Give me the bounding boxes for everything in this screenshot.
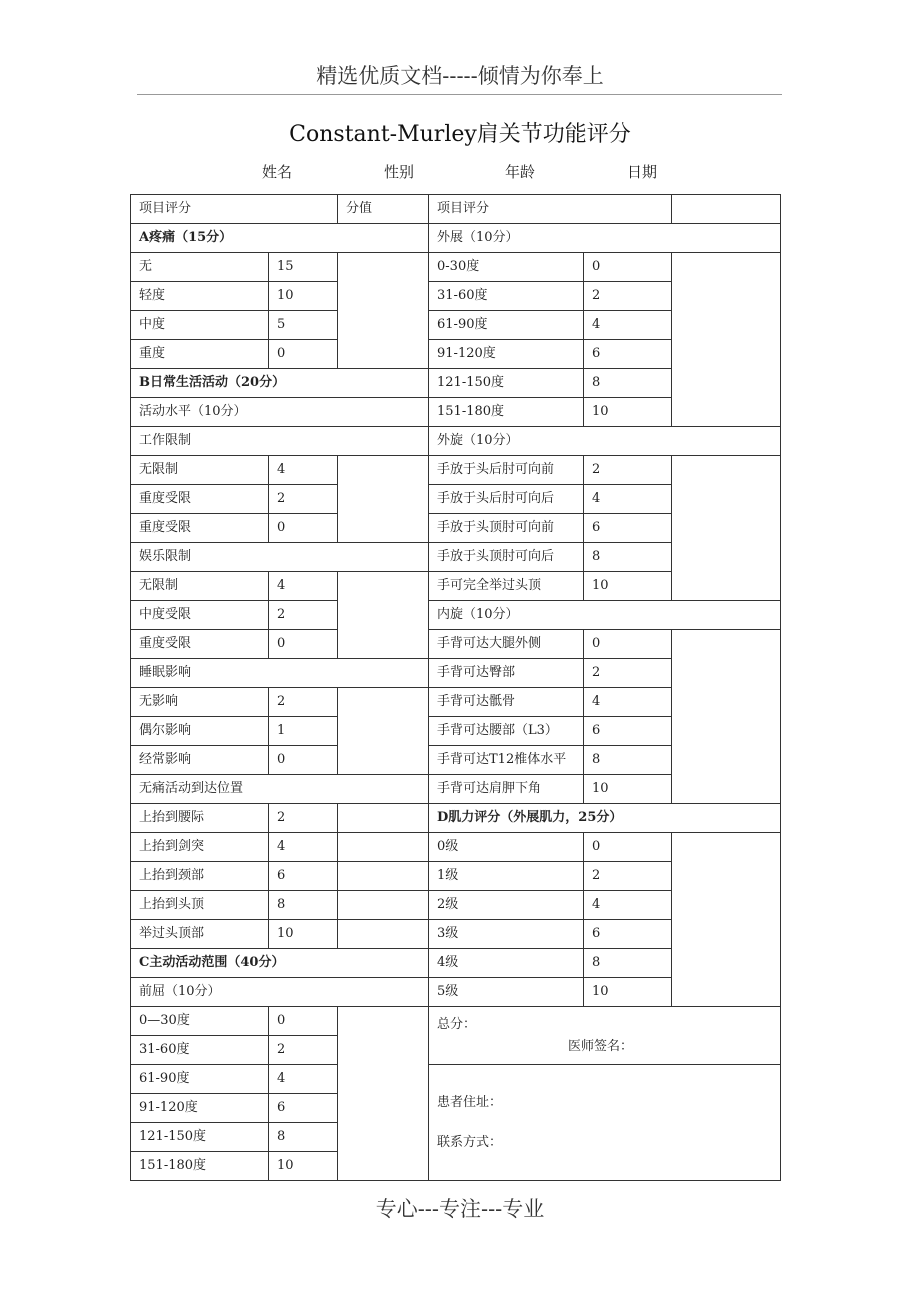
row-value: 8 (584, 369, 672, 398)
row-label: 2级 (429, 891, 584, 920)
row-value: 4 (269, 572, 338, 601)
section-title-abduction: 外展（10分） (429, 224, 781, 253)
sex-label: 性别 (384, 163, 415, 181)
row-label: 举过头顶部 (131, 920, 269, 949)
score-cell[interactable] (338, 862, 429, 891)
score-cell[interactable] (672, 456, 781, 601)
row-label: 手可完全举过头顶 (429, 572, 584, 601)
row-value: 0 (269, 746, 338, 775)
table-row (131, 804, 781, 833)
row-label: 手背可达肩胛下角 (429, 775, 584, 804)
row-label: 中度受限 (131, 601, 269, 630)
row-label: 手放于头后肘可向前 (429, 456, 584, 485)
row-value: 5 (269, 311, 338, 340)
row-value: 4 (584, 311, 672, 340)
score-cell[interactable] (338, 920, 429, 949)
row-value: 15 (269, 253, 338, 282)
section-title-external-rotation: 外旋（10分） (429, 427, 781, 456)
row-value: 6 (584, 514, 672, 543)
subsection-sleep: 睡眠影响 (131, 659, 429, 688)
table-row (131, 427, 781, 456)
row-label: 重度受限 (131, 514, 269, 543)
section-title-pain: A疼痛（15分） (131, 224, 429, 253)
age-label: 年龄 (505, 163, 536, 181)
row-value: 2 (269, 1036, 338, 1065)
date-label: 日期 (627, 163, 658, 181)
row-label: 手放于头顶肘可向后 (429, 543, 584, 572)
row-value: 10 (584, 978, 672, 1007)
table-row (131, 224, 781, 253)
row-value: 1 (269, 717, 338, 746)
row-value: 8 (584, 543, 672, 572)
row-value: 2 (269, 688, 338, 717)
row-value: 6 (584, 920, 672, 949)
row-label: 手背可达大腿外侧 (429, 630, 584, 659)
patient-info-cell[interactable] (429, 1065, 781, 1181)
table-row (131, 833, 781, 862)
scoring-table (130, 194, 781, 1181)
row-value: 4 (584, 485, 672, 514)
page-header: 精选优质文档-----倾情为你奉上 (316, 64, 604, 88)
row-label: 31-60度 (429, 282, 584, 311)
row-value: 6 (269, 862, 338, 891)
score-cell[interactable] (338, 572, 429, 659)
row-value: 6 (584, 340, 672, 369)
row-value: 4 (269, 833, 338, 862)
row-value: 10 (584, 398, 672, 427)
score-cell[interactable] (338, 891, 429, 920)
row-label: 无 (131, 253, 269, 282)
score-cell[interactable] (338, 253, 429, 369)
row-label: 无限制 (131, 456, 269, 485)
row-value: 8 (584, 746, 672, 775)
row-label: 121-150度 (131, 1123, 269, 1152)
score-cell[interactable] (672, 833, 781, 1007)
row-value: 0 (269, 340, 338, 369)
row-value: 4 (269, 1065, 338, 1094)
row-value: 2 (269, 601, 338, 630)
row-value: 2 (269, 804, 338, 833)
subsection-leisure: 娱乐限制 (131, 543, 429, 572)
row-value: 4 (269, 456, 338, 485)
row-label: 0—30度 (131, 1007, 269, 1036)
row-label: 上抬到剑突 (131, 833, 269, 862)
row-label: 121-150度 (429, 369, 584, 398)
row-value: 0 (269, 1007, 338, 1036)
row-label: 手放于头顶肘可向前 (429, 514, 584, 543)
row-label: 151-180度 (429, 398, 584, 427)
row-label: 31-60度 (131, 1036, 269, 1065)
row-label: 手放于头后肘可向后 (429, 485, 584, 514)
row-label: 0-30度 (429, 253, 584, 282)
row-value: 6 (584, 717, 672, 746)
row-label: 61-90度 (429, 311, 584, 340)
row-value: 2 (584, 862, 672, 891)
row-label: 91-120度 (429, 340, 584, 369)
table-row (131, 630, 781, 659)
row-label: 无限制 (131, 572, 269, 601)
signature-label: 医师签名： (568, 1038, 634, 1054)
row-label: 1级 (429, 862, 584, 891)
row-label: 上抬到头顶 (131, 891, 269, 920)
column-header-item-right: 项目评分 (429, 195, 672, 224)
row-label: 手背可达臀部 (429, 659, 584, 688)
row-value: 4 (584, 688, 672, 717)
row-value: 2 (584, 659, 672, 688)
column-header-score: 分值 (338, 195, 429, 224)
row-value: 6 (269, 1094, 338, 1123)
table-row (131, 1007, 781, 1036)
subsection-flexion: 前屈（10分） (131, 978, 429, 1007)
contact-label: 联系方式： (437, 1134, 503, 1150)
table-row (131, 456, 781, 485)
row-value: 2 (269, 485, 338, 514)
header-divider (137, 94, 782, 95)
row-label: 手背可达骶骨 (429, 688, 584, 717)
row-label: 经常影响 (131, 746, 269, 775)
row-value: 0 (269, 630, 338, 659)
row-label: 91-120度 (131, 1094, 269, 1123)
row-label: 手背可达T12椎体水平 (429, 746, 584, 775)
table-row (131, 253, 781, 282)
subsection-activity-level: 活动水平（10分） (131, 398, 429, 427)
score-cell[interactable] (338, 1007, 429, 1181)
total-label: 总分： (437, 1016, 477, 1032)
row-value: 10 (269, 282, 338, 311)
row-value: 0 (584, 630, 672, 659)
row-label: 3级 (429, 920, 584, 949)
score-cell[interactable] (338, 456, 429, 543)
section-title-internal-rotation: 内旋（10分） (429, 601, 781, 630)
row-label: 重度受限 (131, 485, 269, 514)
form-title: Constant-Murley肩关节功能评分 (289, 122, 631, 147)
score-cell[interactable] (338, 833, 429, 862)
row-value: 10 (269, 1152, 338, 1181)
name-label: 姓名 (262, 163, 293, 181)
table-row (131, 601, 781, 630)
subsection-reach: 无痛活动到达位置 (131, 775, 429, 804)
row-value: 10 (584, 775, 672, 804)
row-value: 0 (584, 253, 672, 282)
total-signature-cell[interactable] (429, 1007, 781, 1065)
row-label: 5级 (429, 978, 584, 1007)
row-label: 中度 (131, 311, 269, 340)
row-label: 上抬到颈部 (131, 862, 269, 891)
section-title-strength: D肌力评分（外展肌力，25分） (429, 804, 781, 833)
row-label: 151-180度 (131, 1152, 269, 1181)
row-label: 61-90度 (131, 1065, 269, 1094)
score-cell[interactable] (338, 804, 429, 833)
row-value: 8 (584, 949, 672, 978)
row-value: 10 (584, 572, 672, 601)
subsection-work: 工作限制 (131, 427, 429, 456)
row-label: 偶尔影响 (131, 717, 269, 746)
row-value: 0 (269, 514, 338, 543)
row-value: 2 (584, 456, 672, 485)
row-label: 轻度 (131, 282, 269, 311)
row-value: 2 (584, 282, 672, 311)
row-label: 重度受限 (131, 630, 269, 659)
row-label: 4级 (429, 949, 584, 978)
address-label: 患者住址： (437, 1094, 503, 1110)
row-label: 0级 (429, 833, 584, 862)
table-row (131, 1065, 781, 1094)
score-cell[interactable] (672, 195, 781, 224)
table-header-row (131, 195, 781, 224)
row-label: 重度 (131, 340, 269, 369)
row-value: 8 (269, 891, 338, 920)
score-cell[interactable] (338, 688, 429, 775)
score-cell[interactable] (672, 253, 781, 427)
row-label: 手背可达腰部（L3） (429, 717, 584, 746)
row-label: 上抬到腰际 (131, 804, 269, 833)
score-cell[interactable] (672, 630, 781, 804)
row-value: 0 (584, 833, 672, 862)
column-header-item: 项目评分 (131, 195, 338, 224)
row-value: 4 (584, 891, 672, 920)
section-title-adl: B日常生活活动（20分） (131, 369, 429, 398)
row-value: 8 (269, 1123, 338, 1152)
section-title-rom: C主动活动范围（40分） (131, 949, 429, 978)
page-footer: 专心---专注---专业 (375, 1197, 545, 1221)
row-label: 无影响 (131, 688, 269, 717)
row-value: 10 (269, 920, 338, 949)
